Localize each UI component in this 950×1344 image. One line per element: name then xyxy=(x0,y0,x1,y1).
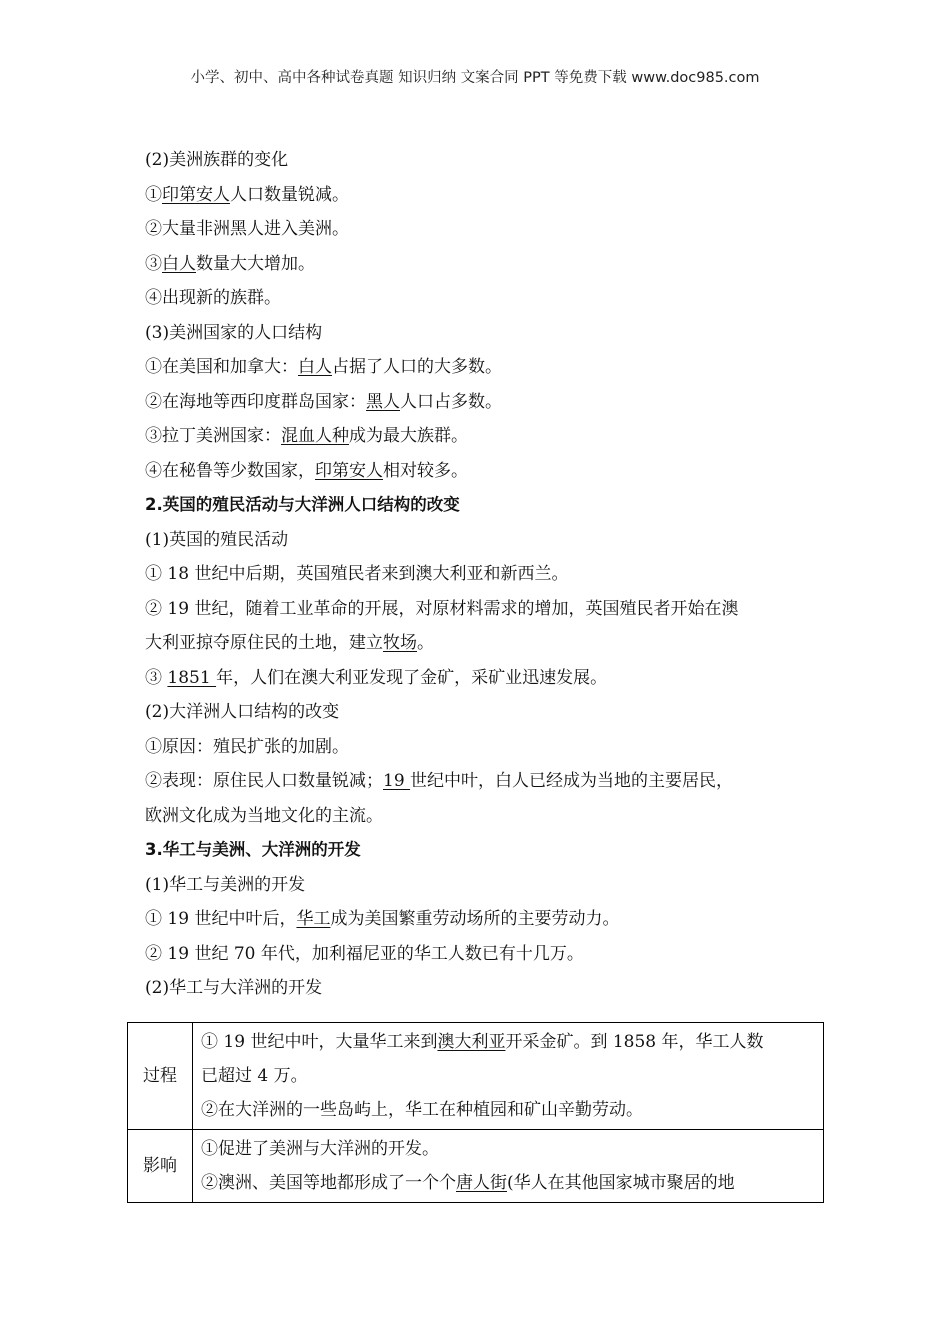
table-text-line xyxy=(201,1025,815,1059)
text-segment: 3.华工与美洲、大洋洲的开发 xyxy=(145,840,361,859)
underlined-answer: 印第安人 xyxy=(162,184,230,205)
text-segment: ① 18 世纪中后期，英国殖民者来到澳大利亚和新西兰。 xyxy=(145,564,569,584)
text-segment: 2.英国的殖民活动与大洋洲人口结构的改变 xyxy=(145,495,460,514)
text-segment: ② 19 世纪，随着工业革命的开展，对原材料需求的增加，英国殖民者开始在澳 xyxy=(145,598,739,619)
text-line xyxy=(145,281,825,316)
text-segment: 。 xyxy=(417,633,434,653)
row-header: 影响 xyxy=(128,1130,193,1203)
text-segment: 年，人们在澳大利亚发现了金矿，采矿业迅速发展。 xyxy=(216,667,608,688)
text-line xyxy=(145,695,825,730)
underlined-answer: 1851 xyxy=(167,667,217,688)
text-line xyxy=(145,937,825,972)
text-segment: ②在大洋洲的一些岛屿上，华工在种植园和矿山辛勤劳动。 xyxy=(201,1100,643,1120)
document-body xyxy=(145,143,825,1006)
row-content xyxy=(193,1130,824,1203)
text-segment: 成为美国繁重劳动场所的主要劳动力。 xyxy=(330,909,620,929)
text-segment: (2)华工与大洋洲的开发 xyxy=(145,978,323,998)
text-segment: 人口占多数。 xyxy=(400,391,502,412)
text-segment: ①原因：殖民扩张的加剧。 xyxy=(145,736,349,757)
text-segment: (1)英国的殖民活动 xyxy=(145,529,289,550)
underlined-answer: 牧场 xyxy=(383,633,417,653)
text-segment: 人口数量锐减。 xyxy=(230,184,349,205)
table-row xyxy=(128,1023,824,1130)
page-header: 小学、初中、高中各种试卷真题 知识归纳 文案合同 PPT 等免费下载 www.doc985.com xyxy=(190,70,760,86)
text-segment: 成为最大族群。 xyxy=(349,426,468,446)
text-line xyxy=(145,385,825,420)
text-segment: ②表现：原住民人口数量锐减； xyxy=(145,771,383,791)
underlined-answer: 唐人街 xyxy=(456,1173,507,1193)
text-segment: ② 19 世纪 70 年代，加利福尼亚的华工人数已有十几万。 xyxy=(145,943,584,964)
text-segment: (2)美洲族群的变化 xyxy=(145,150,289,170)
text-segment: (2)大洋洲人口结构的改变 xyxy=(145,702,340,722)
text-line xyxy=(145,592,825,627)
table-text-line xyxy=(201,1132,815,1166)
section-heading xyxy=(145,488,825,523)
text-segment: ①在美国和加拿大： xyxy=(145,357,298,377)
text-segment: 相对较多。 xyxy=(383,460,468,481)
text-segment: ②澳洲、美国等地都形成了一个个 xyxy=(201,1173,456,1193)
text-segment: ④在秘鲁等少数国家， xyxy=(145,460,315,481)
text-line xyxy=(145,868,825,903)
underlined-answer: 19 xyxy=(383,771,411,791)
text-line xyxy=(145,971,825,1006)
text-segment: 欧洲文化成为当地文化的主流。 xyxy=(145,805,383,826)
text-line xyxy=(145,247,825,282)
text-line xyxy=(145,212,825,247)
underlined-answer: 华工 xyxy=(296,909,331,929)
underlined-answer: 白人 xyxy=(298,357,332,377)
text-segment: ① 19 世纪中叶后， xyxy=(145,909,297,929)
text-segment: 开采金矿。到 1858 年，华工人数 xyxy=(505,1032,764,1052)
text-segment: (1)华工与美洲的开发 xyxy=(145,874,306,895)
text-line xyxy=(145,454,825,489)
underlined-answer: 澳大利亚 xyxy=(437,1032,506,1052)
text-segment: ②大量非洲黑人进入美洲。 xyxy=(145,219,349,239)
text-line xyxy=(145,902,825,937)
text-segment: ①促进了美洲与大洋洲的开发。 xyxy=(201,1139,439,1159)
text-segment: ②在海地等西印度群岛国家： xyxy=(145,391,366,412)
table-text-line xyxy=(201,1059,815,1093)
text-line xyxy=(145,626,825,661)
table-text-line xyxy=(201,1166,815,1200)
text-segment: 数量大大增加。 xyxy=(196,253,315,274)
underlined-answer: 白人 xyxy=(162,253,196,274)
text-line xyxy=(145,523,825,558)
underlined-answer: 混血人种 xyxy=(281,426,349,446)
text-line xyxy=(145,557,825,592)
text-segment: 占据了人口的大多数。 xyxy=(332,357,502,377)
text-segment: ① xyxy=(145,184,162,205)
text-segment: ③ xyxy=(145,667,168,688)
table-row xyxy=(128,1130,824,1203)
text-segment: 已超过 4 万。 xyxy=(201,1066,308,1086)
text-line xyxy=(145,178,825,213)
text-line xyxy=(145,143,825,178)
text-segment: (3)美洲国家的人口结构 xyxy=(145,322,323,343)
text-line xyxy=(145,764,825,799)
table-text-line xyxy=(201,1093,815,1127)
text-line xyxy=(145,350,825,385)
text-segment: ③ xyxy=(145,253,162,274)
text-segment: ④出现新的族群。 xyxy=(145,288,281,308)
section-heading xyxy=(145,833,825,868)
text-line xyxy=(145,730,825,765)
text-line xyxy=(145,316,825,351)
text-segment: 大利亚掠夺原住民的土地，建立 xyxy=(145,633,383,653)
row-header: 过程 xyxy=(128,1023,193,1130)
text-segment: (华人在其他国家城市聚居的地 xyxy=(507,1173,735,1193)
text-line xyxy=(145,799,825,834)
text-line xyxy=(145,419,825,454)
chinese-laborers-oceania-table xyxy=(127,1022,824,1203)
row-content xyxy=(193,1023,824,1130)
text-line xyxy=(145,661,825,696)
text-segment: ① 19 世纪中叶，大量华工来到 xyxy=(201,1032,438,1052)
underlined-answer: 印第安人 xyxy=(315,460,383,481)
text-segment: ③拉丁美洲国家： xyxy=(145,426,281,446)
text-segment: 世纪中叶，白人已经成为当地的主要居民， xyxy=(410,771,734,791)
underlined-answer: 黑人 xyxy=(366,391,400,412)
